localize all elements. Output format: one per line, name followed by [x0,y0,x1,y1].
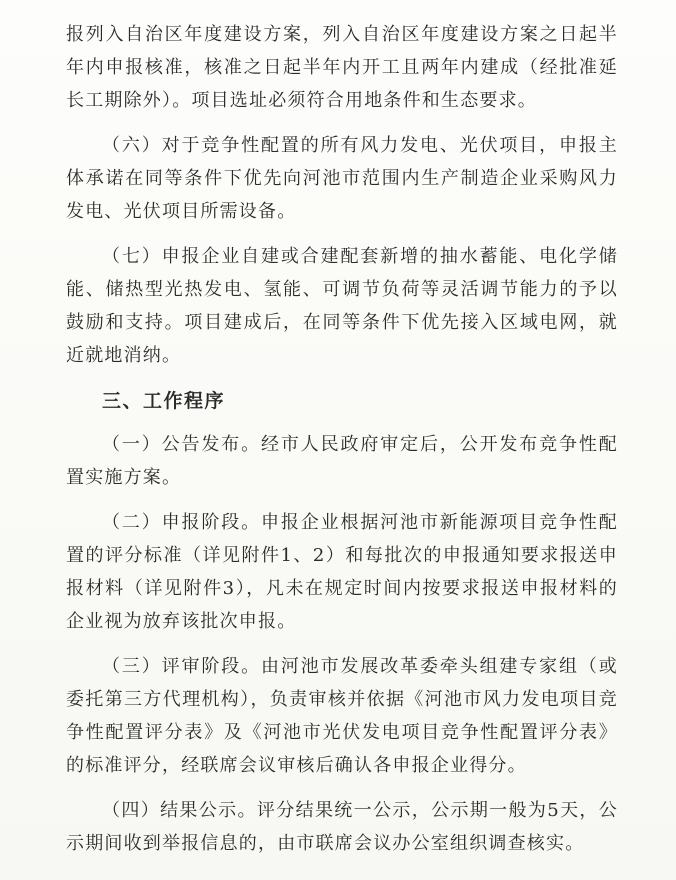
paragraph-item-7: （七）申报企业自建或合建配套新增的抽水蓄能、电化学储能、储热型光热发电、氢能、可调节负荷等灵活调节能力的予以鼓励和支持。项目建成后，在同等条件下优先接入区域电网，就近就地消纳。 [66,246,618,366]
step-review: （三）评审阶段。由河池市发展改革委牵头组建专家组（或委托第三方代理机构），负责审核并依据《河池市风力发电项目竞争性配置评分表》及《河池市光伏发电项目竞争性配置评分表》的标准评分，经联席会议审核后确认各申报企业得分。 [66,656,618,776]
step-announcement: （一）公告发布。经市人民政府审定后，公开发布竞争性配置实施方案。 [66,434,618,488]
step-application: （二）申报阶段。申报企业根据河池市新能源项目竞争性配置的评分标准（详见附件1、2）和每批次的申报通知要求报送申报材料（详见附件3），凡未在规定时间内按要求报送申报材料的企业视为放弃该批次申报。 [66,512,618,632]
paragraph-continuation: 报列入自治区年度建设方案，列入自治区年度建设方案之日起半年内申报核准，核准之日起半年内开工且两年内建成（经批准延长工期除外）。项目选址必须符合用地条件和生态要求。 [66,24,618,111]
paragraph-item-6: （六）对于竞争性配置的所有风力发电、光伏项目，申报主体承诺在同等条件下优先向河池市范围内生产制造企业采购风力发电、光伏项目所需设备。 [66,135,618,222]
section-heading: 三、工作程序 [102,390,226,412]
step-publicity: （四）结果公示。评分结果统一公示，公示期一般为5天，公示期间收到举报信息的，由市联席会议办公室组织调查核实。 [66,800,618,854]
